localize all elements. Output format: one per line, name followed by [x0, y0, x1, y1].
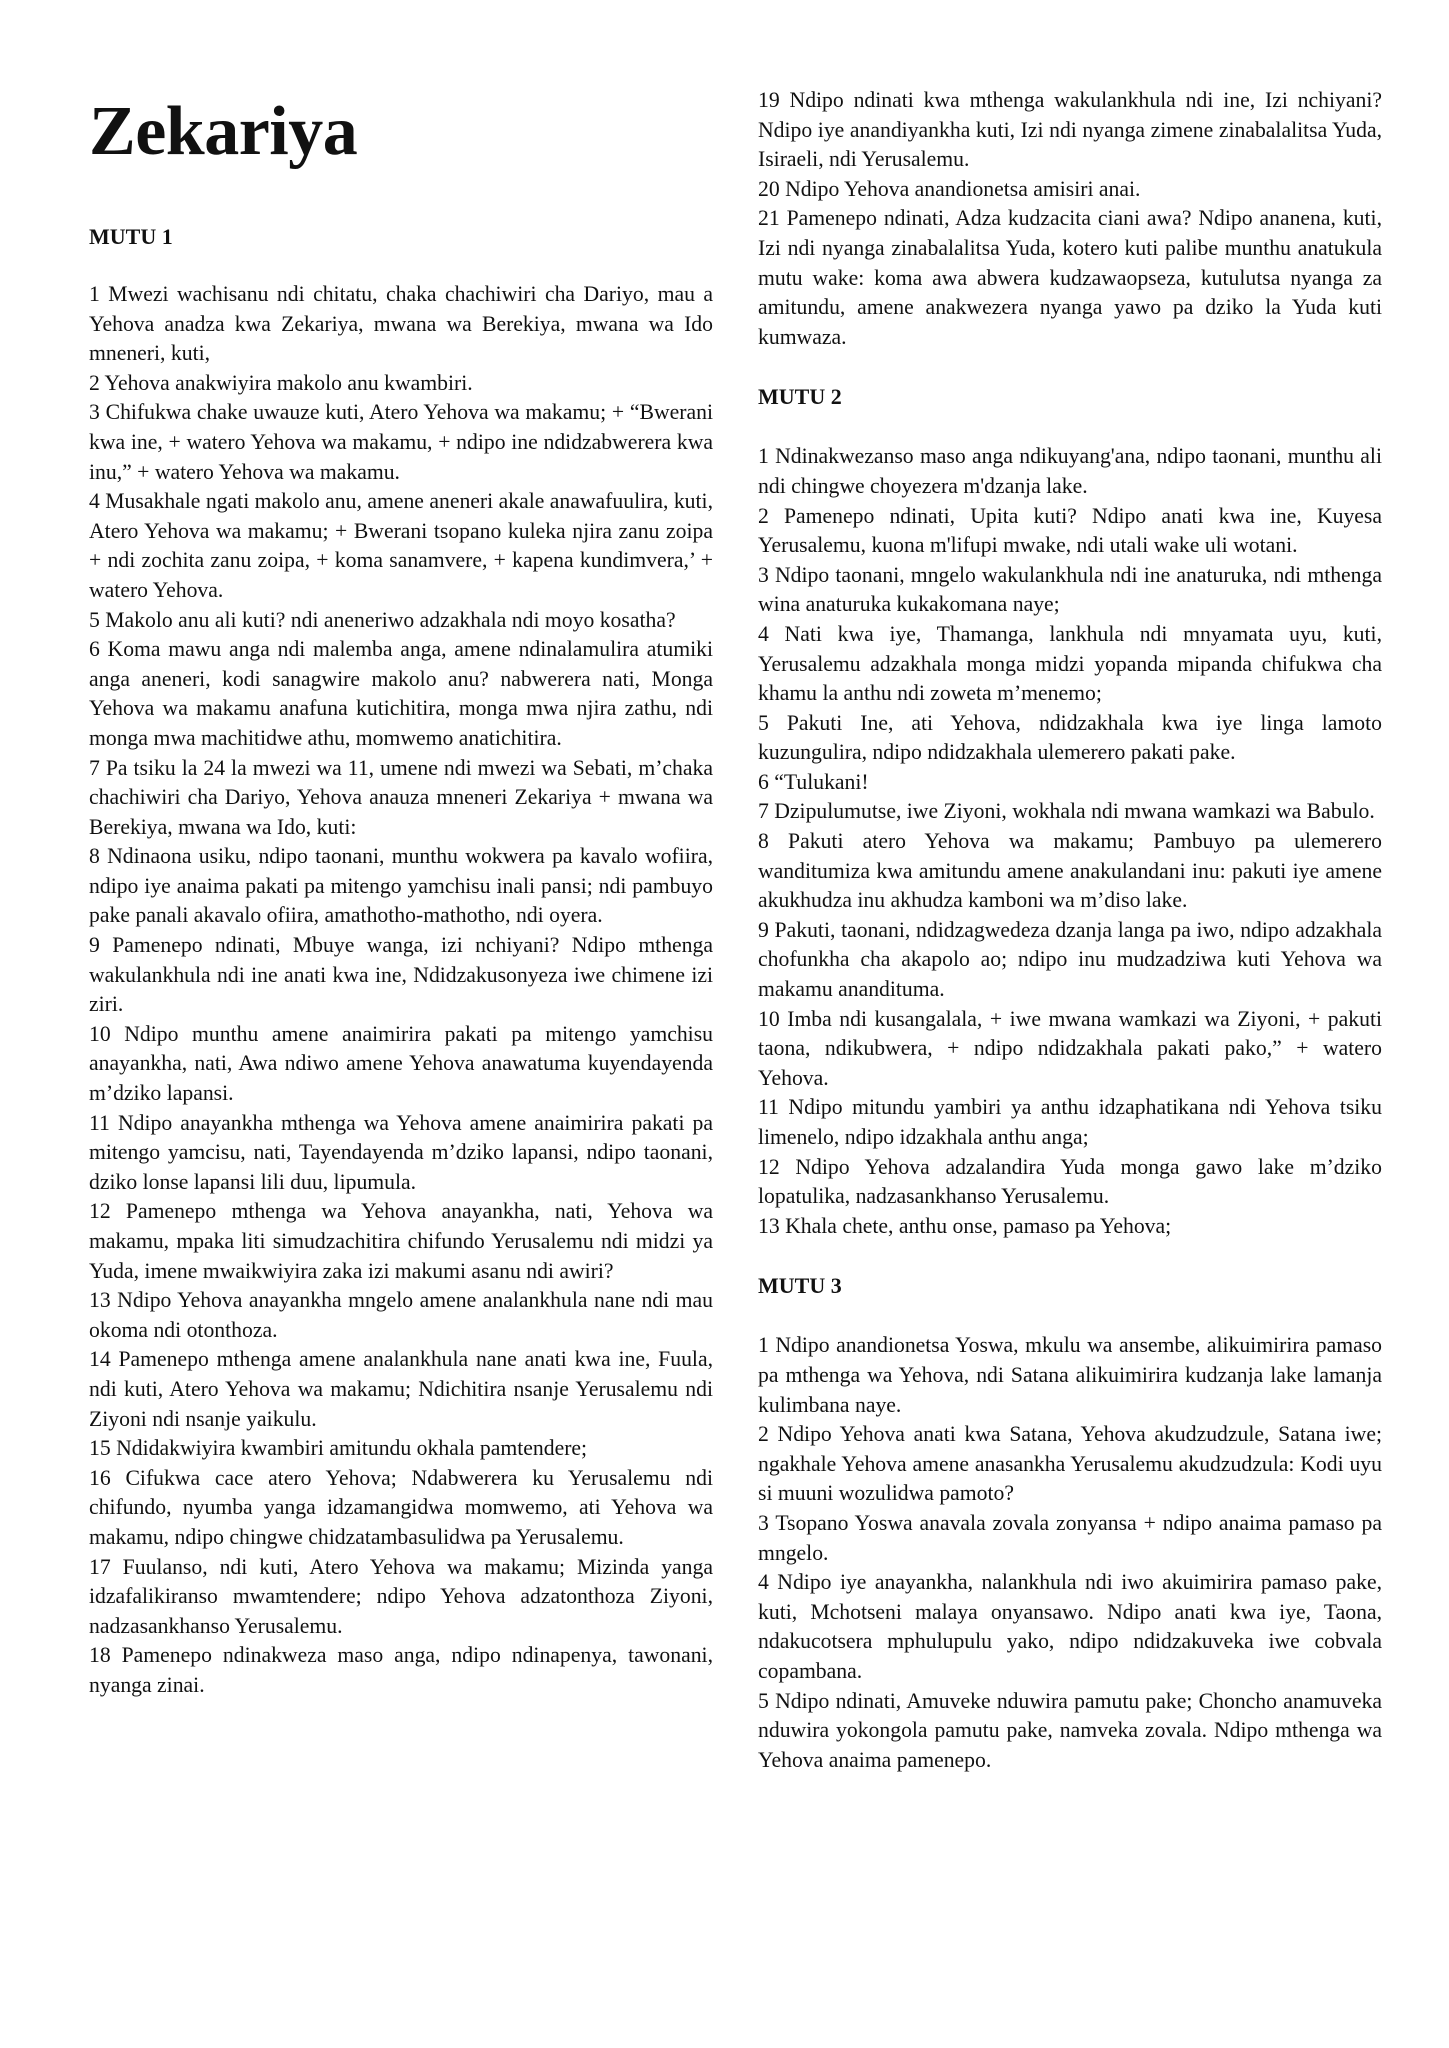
book-title: Zekariya: [89, 93, 358, 170]
verse: 2 Ndipo Yehova anati kwa Satana, Yehova akudzudzule, Satana iwe; ngakhale Yehova amene anasankha Yerusalemu akudzudzula: Kodi uyu si muuni wozulidwa pamoto?: [758, 1422, 1382, 1506]
verse: 6 “Tulukani!: [758, 769, 869, 794]
verse: 16 Cifukwa cace atero Yehova; Ndabwerera ku Yerusalemu ndi chifundo, nyumba yanga idzamangidwa momwemo, ati Yehova wa makamu, ndipo chingwe chidzatambasulidwa pa Yerusalemu.: [89, 1465, 713, 1549]
verse: 18 Pamenepo ndinakweza maso anga, ndipo ndinapenya, tawonani, nyanga zinai.: [89, 1643, 713, 1697]
verse: 5 Ndipo ndinati, Amuveke nduwira pamutu pake; Choncho anamuveka nduwira yokongola pamutu pake, namveka zovala. Ndipo mthenga wa Yehova anaima pamenepo.: [758, 1688, 1382, 1772]
verse: 4 Musakhale ngati makolo anu, amene aneneri akale anawafuulira, kuti, Atero Yehova wa makamu; + Bwerani tsopano kuleka njira zanu zoipa + ndi zochita zanu zoipa, + koma sanamvere, + kapena kundimvera,’ + watero Yehova.: [89, 489, 713, 602]
verse: 3 Tsopano Yoswa anavala zovala zonyansa + ndipo anaima pamaso pa mngelo.: [758, 1510, 1382, 1565]
verse: 3 Chifukwa chake uwauze kuti, Atero Yehova wa makamu; + “Bwerani kwa ine, + watero Yehova wa makamu, + ndipo ine ndidzabwerera kwa inu,” + watero Yehova wa makamu.: [89, 400, 713, 484]
verse: 7 Dzipulumutse, iwe Ziyoni, wokhala ndi mwana wamkazi wa Babulo.: [758, 799, 1375, 824]
chapter-3-verses: [758, 1331, 1382, 1775]
verse: 9 Pamenepo ndinati, Mbuye wanga, izi nchiyani? Ndipo mthenga wakulankhula ndi ine anati kwa ine, Ndidzakusonyeza iwe chimene izi ziri.: [89, 933, 713, 1017]
right-column: [758, 0, 1382, 1775]
verse: 15 Ndidakwiyira kwambiri amitundu okhala pamtendere;: [89, 1436, 588, 1461]
verse: 1 Ndinakwezanso maso anga ndikuyang'ana, ndipo taonani, munthu ali ndi chingwe choyezera m'dzanja lake.: [758, 444, 1382, 498]
verse: 3 Ndipo taonani, mngelo wakulankhula ndi ine anaturuka, ndi mthenga wina anaturuka kukakomana naye;: [758, 562, 1382, 617]
verse: 10 Ndipo munthu amene anaimirira pakati pa mitengo yamchisu anayankha, nati, Awa ndiwo amene Yehova anawatuma kuyendayenda m’dziko lapansi.: [89, 1021, 713, 1106]
chapter-3-heading: MUTU 3: [758, 1273, 842, 1299]
chapter-1-verses-right: [758, 86, 1382, 352]
verse: 6 Koma mawu anga ndi malemba anga, amene ndinalamulira atumiki anga aneneri, kodi sanagwire makolo anu? nabwerera nati, Monga Yehova wa makamu anafuna kutichitira, monga mwa njira zathu, ndi monga mwa machitidwe athu, momwemo anatichitira.: [89, 637, 713, 750]
verse: 13 Ndipo Yehova anayankha mngelo amene analankhula nane ndi mau okoma ndi otonthoza.: [89, 1288, 713, 1342]
verse: 9 Pakuti, taonani, ndidzagwedeza dzanja langa pa iwo, ndipo adzakhala chofunkha cha akapolo ao; ndipo inu mudzadziwa kuti Yehova wa makamu ananditumа.: [758, 917, 1382, 1002]
verse: 13 Khala chete, anthu onse, pamaso pa Yehova;: [758, 1213, 1172, 1238]
verse: 2 Pamenepo ndinati, Upita kuti? Ndipo anati kwa ine, Kuyesa Yerusalemu, kuona m'lifupi mwake, ndi utali wake uli wotani.: [758, 503, 1382, 558]
verse: 2 Yehova anakwiyira makolo anu kwambiri.: [89, 370, 473, 395]
chapter-1-heading: MUTU 1: [89, 224, 173, 249]
verse: 1 Ndipo anandionetsa Yoswa, mkulu wa ansembe, alikuimirira pamaso pa mthenga wa Yehova, ndi Satana alikuimirira kudzanja lake lamanja kulimbana naye.: [758, 1333, 1382, 1417]
chapter-1-verses-left: [89, 280, 713, 1701]
verse: 8 Ndinaona usiku, ndipo taonani, munthu wokwera pa kavalo wofiira, ndipo iye anaima pakati pa mitengo yamchisu inali pansi; ndi pambuyo pake panali akavalo ofiira, amathotho-mathotho, ndi oyera.: [89, 844, 713, 928]
left-column: [89, 0, 713, 1701]
verse: 4 Ndipo iye anayankha, nalankhula ndi iwo akuimirira pamaso pake, kuti, Mchotseni malaya onyansawo. Ndipo anati kwa iye, Taona, ndakucotsera mphulupulu yako, ndipo ndidzakuveka iwe cobvala copambana.: [758, 1570, 1382, 1683]
verse: 19 Ndipo ndinati kwa mthenga wakulankhula ndi ine, Izi nchiyani? Ndipo iye anandiyankha kuti, Izi ndi nyanga zimene zinabalalitsa Yuda, Isiraeli, ndi Yerusalemu.: [758, 88, 1382, 172]
verse: 10 Imba ndi kusangalala, + iwe mwana wamkazi wa Ziyoni, + pakuti taona, ndikubwera, + ndipo ndidzakhala pakati pako,” + watero Yehova.: [758, 1006, 1382, 1090]
verse: 20 Ndipo Yehova anandionetsa amisiri anai.: [758, 176, 1141, 201]
verse: 17 Fuulanso, ndi kuti, Atero Yehova wa makamu; Mizinda yanga idzafalikiranso mwamtendere; ndipo Yehova adzatonthoza Ziyoni, nadzasankhanso Yerusalemu.: [89, 1554, 713, 1638]
chapter-2-heading: MUTU 2: [758, 384, 842, 410]
verse: 7 Pa tsiku la 24 la mwezi wa 11, umene ndi mwezi wa Sebati, m’chaka chachiwiri cha Dariyo, Yehova anauza mneneri Zekariya + mwana wa Berekiya, mwana wa Ido, kuti:: [89, 755, 713, 839]
verse: 14 Pamenepo mthenga amene analankhula nane anati kwa ine, Fuula, ndi kuti, Atero Yehova wa makamu; Ndichitira nsanje Yerusalemu ndi Ziyoni ndi nsanje yaikulu.: [89, 1347, 713, 1431]
verse: 4 Nati kwa iye, Thamanga, lankhula ndi mnyamata uyu, kuti, Yerusalemu adzakhala monga midzi yopanda mipanda chifukwa cha khamu la anthu ndi zoweta m’menemo;: [758, 621, 1382, 706]
verse: 5 Pakuti Ine, ati Yehova, ndidzakhala kwa iye linga lamoto kuzungulira, ndipo ndidzakhala ulemerero pakati pake.: [758, 710, 1382, 765]
verse: 12 Ndipo Yehova adzalandira Yuda monga gawo lake m’dziko lopatulika, nadzasankhanso Yerusalemu.: [758, 1154, 1382, 1209]
verse: 11 Ndipo mitundu yambiri ya anthu idzaphatikana ndi Yehova tsiku limenelo, ndipo idzakhala anthu anga;: [758, 1095, 1382, 1149]
verse: 12 Pamenepo mthenga wa Yehova anayankha, nati, Yehova wa makamu, mpaka liti simudzachitira chifundo Yerusalemu ndi midzi ya Yuda, imene mwaikwiyira zaka izi makumi asanu ndi awiri?: [89, 1199, 713, 1283]
verse: 21 Pamenepo ndinati, Adza kudzacita ciani awa? Ndipo ananena, kuti, Izi ndi nyanga zinabalalitsa Yuda, kotero kuti palibe munthu anatukula mutu wake: koma awa abwera kudzawaopseza, kutulutsa nyanga za amitundu, amene anakwezera nyanga yawo pa dziko la Yuda kuti kumwaza.: [758, 206, 1382, 349]
verse: 8 Pakuti atero Yehova wa makamu; Pambuyo pa ulemerero wanditumiza kwa amitundu amene anakulandani inu: pakuti iye amene akukhudza inu akhudza kamboni wa m’diso lake.: [758, 829, 1382, 913]
chapter-2-verses: [758, 442, 1382, 1241]
verse: 1 Mwezi wachisanu ndi chitatu, chaka chachiwiri cha Dariyo, mau a Yehova anadza kwa Zekariya, mwana wa Berekiya, mwana wa Ido mneneri, kuti,: [89, 282, 713, 366]
verse: 11 Ndipo anayankha mthenga wa Yehova amene anaimirira pakati pa mitengo yamcisu, nati, Tayendayenda m’dziko lapansi, ndipo taonani, dziko lonse lapansi lili duu, lipumula.: [89, 1110, 713, 1194]
verse: 5 Makolo anu ali kuti? ndi aneneriwo adzakhala ndi moyo kosatha?: [89, 607, 676, 632]
